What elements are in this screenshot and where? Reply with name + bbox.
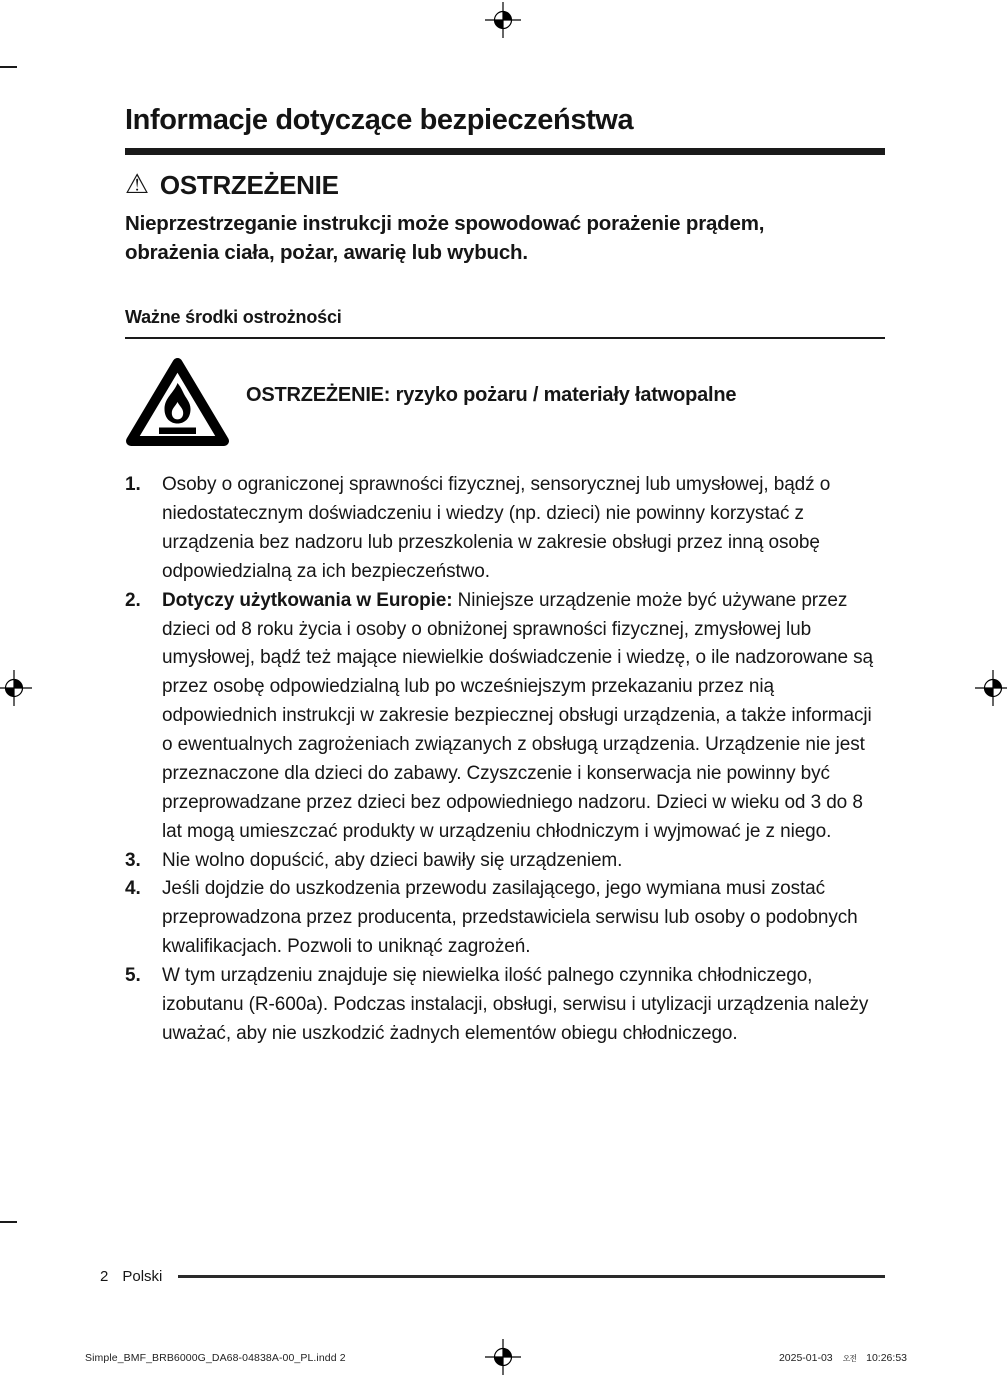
list-item-body: Niniejsze urządzenie może być używane przez dzieci od 8 roku życia i osoby o obniżonej sprawności fizycznej, zmysłowej lub umysłowej, bądź też mające niewielkie doświadczenie i wiedzę, o ile nadzorowane są przez osobę odpowiedzialną lub po wcześniejszym przekazaniu przez nią odpowiednich instrukcji w zakresie bezpiecznej obsługi urządzenia, a także informacji o ewentualnych zagrożeniach związanych z obsługą urządzenia. Urządzenie nie jest przeznaczone dla dzieci do zabawy. Czyszczenie i konserwacja nie powinny być przeprowadzane przez dzieci bez odpowiedniego nadzoru. Dzieci w wieku od 3 do 8 lat mogą umieszczać produkty w urządzeniu chłodniczym i wyjmować je z niego.: [162, 589, 874, 842]
page-content: [125, 104, 885, 1049]
footer-language: Polski: [122, 1268, 163, 1285]
registration-mark-icon: [485, 2, 521, 38]
page-footer: [100, 1268, 885, 1285]
list-item-number: 2.: [125, 589, 141, 611]
list-item: [125, 962, 885, 1049]
section-heading: Ważne środki ostrożności: [125, 307, 342, 328]
list-item-text: [162, 962, 885, 1049]
print-time: 10:26:53: [866, 1352, 907, 1364]
fire-warning-text: OSTRZEŻENIE: ryzyko pożaru / materiały łatwopalne: [246, 383, 737, 406]
list-item-body: W tym urządzeniu znajduje się niewielka ilość palnego czynnika chłodniczego, izobutanu (R-600a). Podczas instalacji, obsługi, serwisu i utylizacji urządzenia należy uważać, aby nie uszkodzić żadnych elementów obiegu chłodniczego.: [162, 965, 869, 1044]
list-item: [125, 847, 885, 876]
crop-tick: [0, 1221, 17, 1223]
registration-mark-icon: [485, 1339, 521, 1375]
safety-list: [125, 471, 885, 1049]
registration-mark-icon: [975, 670, 1007, 706]
list-item: [125, 471, 885, 587]
title-rule: [125, 148, 885, 155]
fire-warning-block: [125, 355, 885, 447]
list-item-text: [162, 875, 885, 962]
list-item-text: [162, 587, 885, 847]
crop-tick: [0, 66, 17, 68]
warning-heading: [125, 170, 885, 201]
list-item: [125, 875, 885, 962]
list-item-body: Nie wolno dopuścić, aby dzieci bawiły się urządzeniem.: [162, 849, 623, 871]
list-item-bold: Dotyczy użytkowania w Europie:: [162, 589, 453, 611]
warning-body-text: Nieprzestrzeganie instrukcji może spowodować porażenie prądem, obrażenia ciała, pożar, awarię lub wybuch.: [125, 212, 765, 265]
list-item-number: 3.: [125, 849, 141, 871]
registration-mark-icon: [0, 670, 32, 706]
flammable-triangle-icon: [125, 355, 230, 447]
list-item-body: Osoby o ograniczonej sprawności fizycznej, sensorycznej lub umysłowej, bądź o niedostatecznym doświadczeniu i wiedzy (np. dzieci) nie powinny korzystać z urządzenia bez nadzoru lub przeszkolenia w zakresie obsługi przez inną osobę odpowiedzialną za ich bezpieczeństwo.: [162, 474, 831, 582]
warning-heading-label: OSTRZEŻENIE: [159, 170, 339, 200]
list-item-text: [162, 471, 885, 587]
list-item-number: 1.: [125, 474, 141, 496]
footer-rule: [178, 1275, 885, 1278]
print-date: 2025-01-03: [778, 1352, 833, 1364]
section-rule: [125, 337, 885, 339]
list-item: [125, 587, 885, 847]
print-ampm-glyph: 오전: [842, 1353, 857, 1363]
footer-page-number: 2: [100, 1268, 109, 1285]
list-item-text: [162, 847, 885, 876]
list-item-number: 5.: [125, 965, 141, 987]
print-timestamp: [779, 1352, 907, 1364]
warning-triangle-icon: ⚠: [125, 169, 149, 200]
print-file-info: Simple_BMF_BRB6000G_DA68-04838A-00_PL.indd 2: [85, 1352, 346, 1364]
list-item-number: 4.: [125, 878, 141, 900]
list-item-body: Jeśli dojdzie do uszkodzenia przewodu zasilającego, jego wymiana musi zostać przeprowadzona przez producenta, przedstawiciela serwisu lub osoby o podobnych kwalifikacjach. Pozwoli to uniknąć zagrożeń.: [162, 878, 858, 958]
page-title: Informacje dotyczące bezpieczeństwa: [125, 104, 634, 136]
